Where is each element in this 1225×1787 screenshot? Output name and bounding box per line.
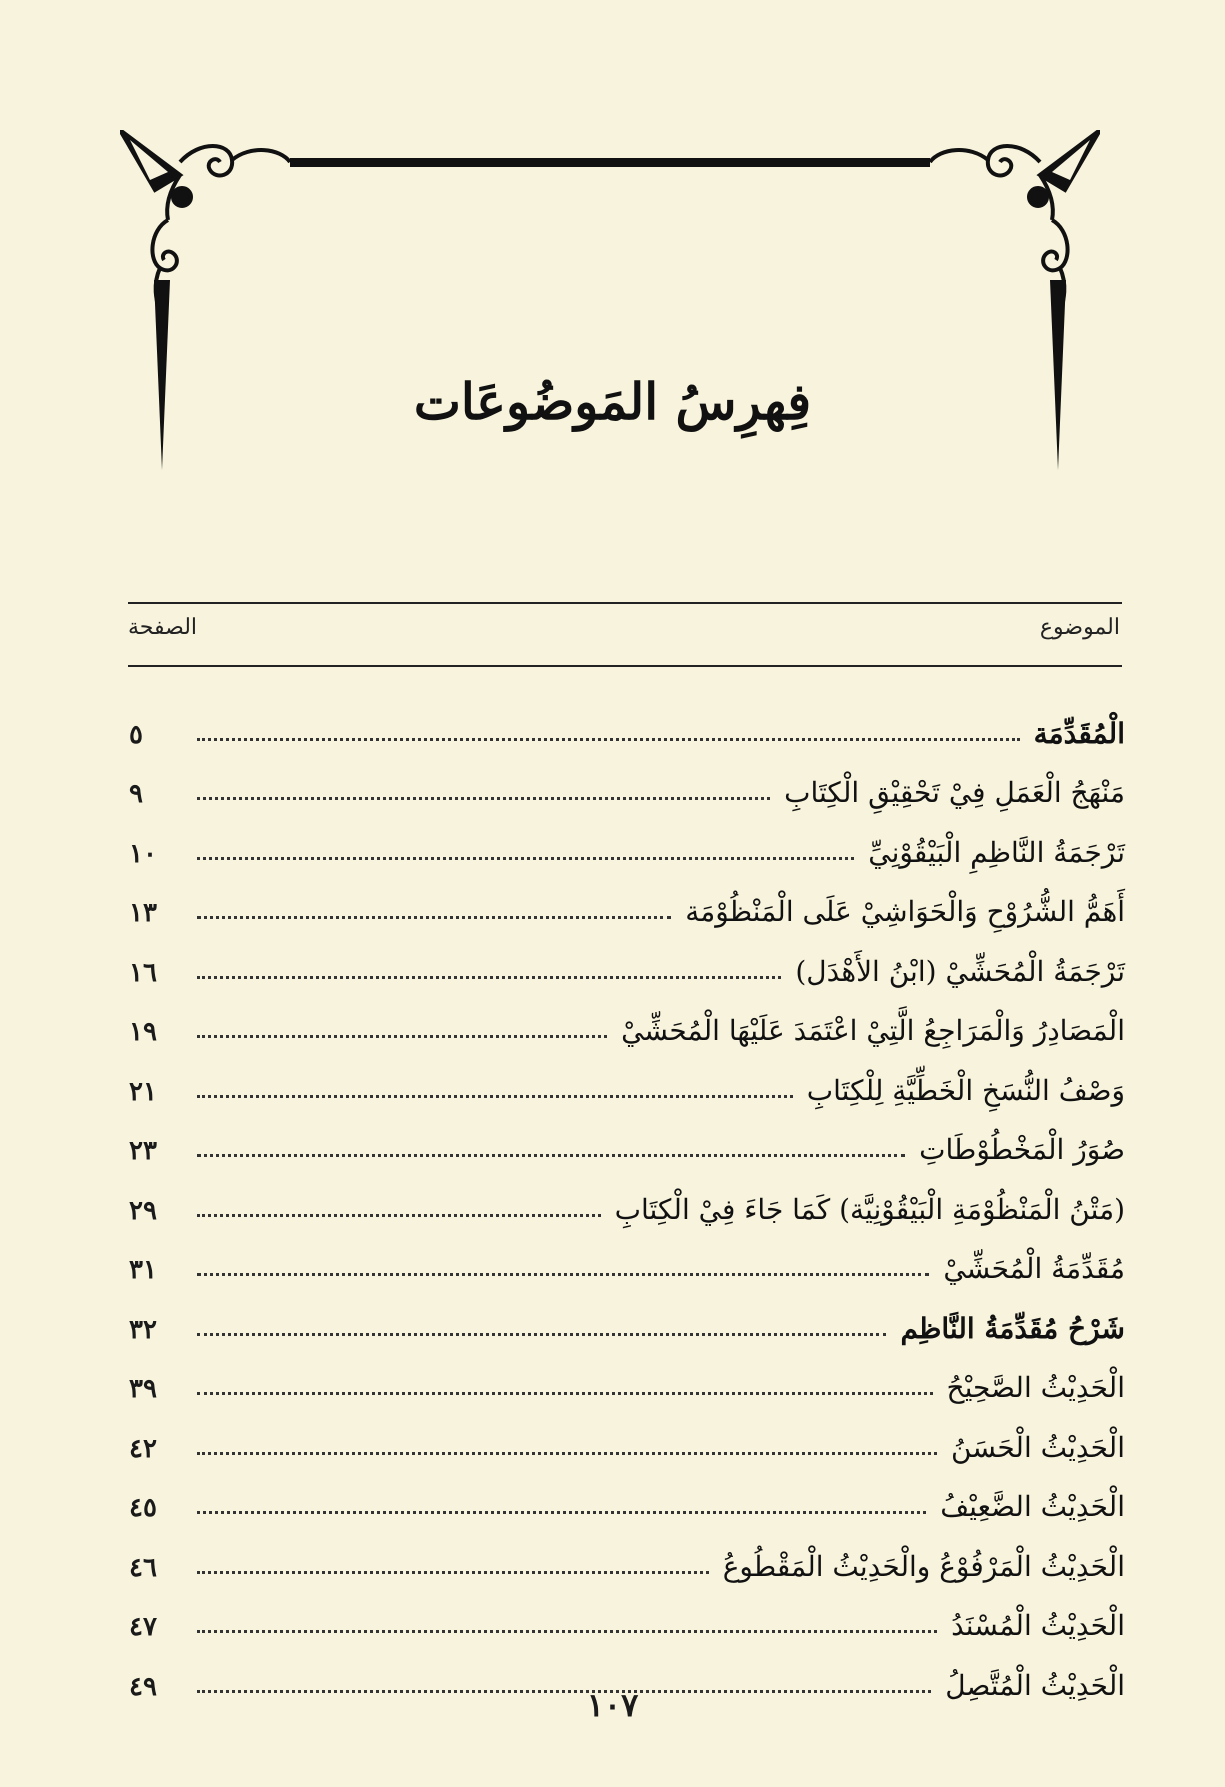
leader-dots: [197, 1154, 905, 1157]
column-header-page: الصفحة: [128, 615, 198, 640]
table-of-contents: [125, 690, 1125, 1702]
toc-entry-page: ١٣: [129, 898, 157, 928]
page-number: ١٠٧: [586, 1686, 639, 1724]
toc-entry: [125, 1345, 1125, 1405]
leader-dots: [197, 1392, 933, 1395]
toc-entry: [125, 928, 1125, 988]
leader-dots: [197, 976, 781, 979]
toc-entry: [125, 1583, 1125, 1643]
leader-dots: [197, 857, 854, 860]
toc-entry-page: ٢١: [129, 1076, 157, 1107]
toc-entry: [125, 1166, 1125, 1226]
ornamental-frame: [120, 130, 1100, 570]
toc-entry-page: ٤٧: [129, 1612, 157, 1642]
toc-entry: [125, 988, 1125, 1048]
toc-entry-page: ١٠: [129, 838, 157, 869]
toc-entry-title: شَرْحُ مُقَدِّمَةُ النَّاظِم: [900, 1311, 1125, 1345]
toc-entry: [125, 1107, 1125, 1167]
toc-entry-title: الْمُقَدِّمَة: [1033, 716, 1125, 750]
leader-dots: [197, 1452, 937, 1455]
toc-entry-page: ١٦: [129, 957, 157, 988]
leader-dots: [197, 1571, 709, 1574]
toc-entry: [125, 869, 1125, 929]
left-corner-ornament: [120, 130, 290, 325]
toc-entry-title: مَنْهَجُ الْعَمَلِ فِيْ تَحْقِيْقِ الْكِتَابِ: [784, 776, 1125, 809]
toc-entry-title: صُوَرُ الْمَخْطُوْطَاتِ: [919, 1133, 1125, 1166]
frame-top-bar: [290, 158, 930, 167]
toc-entry-page: ٥: [129, 719, 143, 750]
toc-entry-page: ٤٥: [129, 1493, 157, 1523]
toc-entry: [125, 1464, 1125, 1524]
toc-entry-page: ٩: [129, 779, 143, 809]
toc-entry-page: ١٩: [129, 1017, 157, 1047]
leader-dots: [197, 1511, 926, 1514]
toc-entry-page: ٤٦: [129, 1552, 157, 1583]
toc-entry: [125, 750, 1125, 810]
column-header-topic: الموضوع: [1039, 615, 1120, 640]
toc-entry: [125, 1285, 1125, 1345]
toc-entry-title: مُقَدِّمَةُ الْمُحَشِّيْ: [943, 1252, 1125, 1285]
leader-dots: [197, 797, 770, 800]
leader-dots: [197, 916, 671, 919]
leader-dots: [197, 738, 1020, 741]
toc-entry-title: وَصْفُ النُّسَخِ الْخَطِّيَّةِ لِلْكِتَابِ: [806, 1073, 1125, 1107]
toc-entry-title: الْحَدِيْثُ الْحَسَنُ: [951, 1430, 1125, 1464]
toc-entry-title: الْحَدِيْثُ الْمَرْفُوْعُ والْحَدِيْثُ الْمَقْطُوعُ: [722, 1549, 1125, 1583]
toc-entry: [125, 690, 1125, 750]
toc-entry: [125, 1226, 1125, 1286]
toc-entry-page: ٣٩: [129, 1374, 157, 1404]
toc-entry-title: الْحَدِيْثُ الْمُسْنَدُ: [951, 1609, 1125, 1642]
leader-dots: [197, 1273, 929, 1276]
toc-entry-page: ٤٩: [129, 1671, 157, 1702]
header-rule-top: [128, 602, 1122, 604]
toc-entry: [125, 1404, 1125, 1464]
toc-entry-page: ٣٢: [129, 1314, 157, 1345]
toc-entry-title: الْحَدِيْثُ الْمُتَّصِلُ: [945, 1668, 1125, 1702]
toc-entry-page: ٢٣: [129, 1136, 157, 1166]
toc-entry: [125, 1047, 1125, 1107]
leader-dots: [197, 1095, 793, 1098]
leader-dots: [197, 1630, 937, 1633]
leader-dots: [197, 1333, 886, 1336]
toc-entry-title: تَرْجَمَةُ الْمُحَشِّيْ (ابْنُ الأَهْدَل): [795, 954, 1125, 988]
toc-entry: [125, 809, 1125, 869]
toc-entry-page: ٤٢: [129, 1433, 157, 1464]
header-rule-bottom: [128, 665, 1122, 667]
toc-entry-title: أَهَمُّ الشُّرُوْحِ وَالْحَوَاشِيْ عَلَى الْمَنْظُوْمَة: [685, 895, 1125, 928]
leader-dots: [197, 1035, 607, 1038]
toc-entry-title: الْحَدِيْثُ الضَّعِيْفُ: [940, 1490, 1125, 1523]
toc-entry-title: تَرْجَمَةُ النَّاظِمِ الْبَيْقُوْنِيِّ: [868, 835, 1125, 869]
leader-dots: [197, 1214, 601, 1217]
toc-entry-page: ٣١: [129, 1255, 157, 1285]
toc-entry: [125, 1523, 1125, 1583]
toc-entry-title: الْحَدِيْثُ الصَّحِيْحُ: [946, 1371, 1125, 1404]
toc-entry-title: الْمَصَادِرُ وَالْمَرَاجِعُ الَّتِيْ اعْتَمَدَ عَلَيْهَا الْمُحَشِّيْ: [621, 1014, 1125, 1047]
page-title: فِهرِسُ المَوضُوعَات: [413, 372, 812, 431]
toc-entry-title: (مَتْنُ الْمَنْظُوْمَةِ الْبَيْقُوْنِيَّة) كَمَا جَاءَ فِيْ الْكِتَابِ: [614, 1192, 1125, 1226]
toc-entry-page: ٢٩: [129, 1195, 157, 1226]
